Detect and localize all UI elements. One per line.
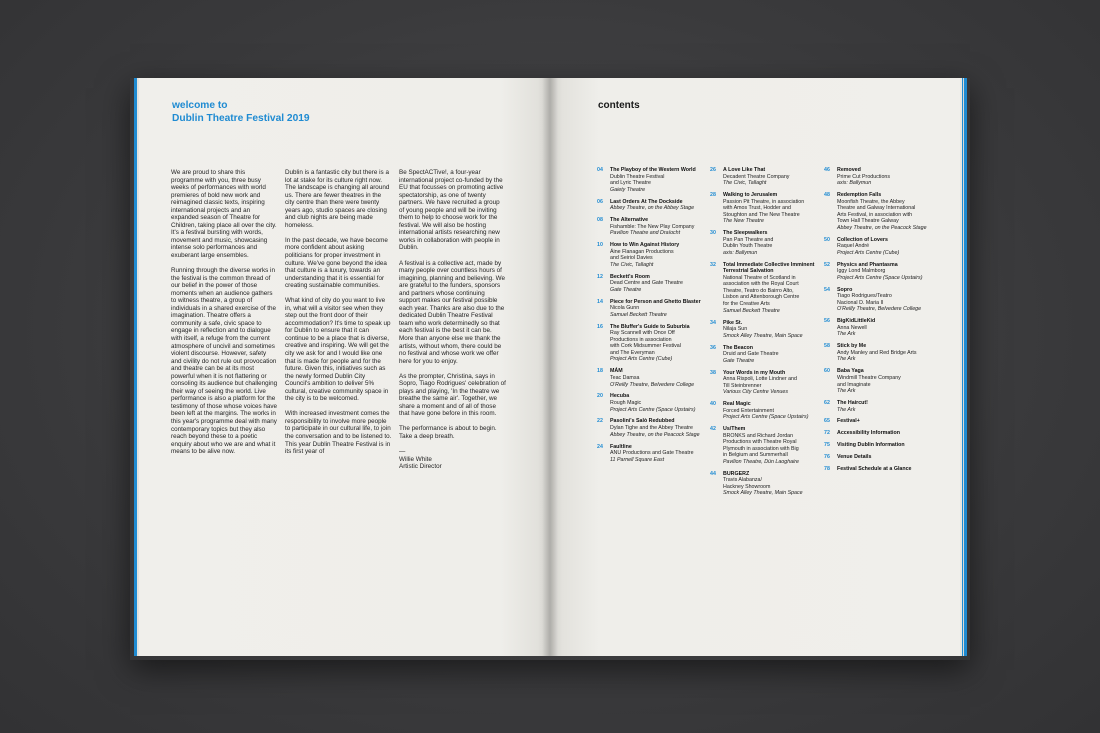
contents-entry-title: Festival+ xyxy=(837,418,860,425)
contents-entry-company: Anna Rispoli, Lotte Lindner and xyxy=(723,376,797,383)
contents-entry-venue: Gaiety Theatre xyxy=(610,186,646,193)
welcome-column-3 xyxy=(399,169,506,471)
contents-heading: contents xyxy=(598,100,640,111)
contents-entry-company: Lisbon and Attenborough Centre xyxy=(723,294,800,301)
contents-entry-title: Redemption Falls xyxy=(837,192,882,199)
contents-page-number: 44 xyxy=(710,470,716,477)
contents-entry xyxy=(710,345,822,365)
welcome-paragraph: The performance is about to begin. Take a deep breath. xyxy=(399,425,497,440)
contents-entry-company: Productions with Theatre Royal xyxy=(723,439,797,446)
contents-page-number: 16 xyxy=(597,323,603,330)
contents-entry xyxy=(824,318,936,338)
contents-entry-company: and Seiriol Davies xyxy=(610,255,653,262)
contents-entry-company: Decadent Theatre Company xyxy=(723,173,790,180)
contents-page-number: 22 xyxy=(597,418,603,425)
contents-entry-title: Real Magic xyxy=(723,401,751,408)
welcome-paragraph: Be SpectACTive!, a four-year international project co-funded by the EU that focusses on promoting active spectatorship, as one of twenty partners. We have recruited a group of young people and will be inviting them to help to choose work for the festival. We will also be hosting international artists researching new works in collaboration with people in Dublin. xyxy=(399,169,504,252)
contents-page-number: 54 xyxy=(824,286,830,293)
contents-entry-title: Beckett's Room xyxy=(610,273,650,280)
signature-name: Willie White xyxy=(399,455,432,463)
contents-entry xyxy=(710,230,822,256)
contents-entry-venue: Samuel Beckett Theatre xyxy=(723,307,780,314)
contents-entry xyxy=(597,274,709,294)
contents-entry-title: Visiting Dublin Information xyxy=(837,442,905,449)
contents-entry-venue: 11 Parnell Square East xyxy=(610,456,665,463)
contents-entry-company: association with the Royal Court xyxy=(723,281,799,288)
contents-entry-company: with Cork Midsummer Festival xyxy=(610,343,681,350)
contents-entry-title: Total Immediate Collective Imminent Terrestrial Salvation xyxy=(723,261,815,275)
contents-entry-venue: The Civic, Tallaght xyxy=(610,261,654,268)
contents-page-number: 62 xyxy=(824,399,830,406)
contents-entry-venue: Smock Alley Theatre, Main Space xyxy=(723,490,803,497)
contents-page-number: 24 xyxy=(597,443,603,450)
welcome-paragraph: As the prompter, Christina, says in Sopro, Tiago Rodrigues' celebration of plays and playing, 'In the theatre we breathe the same air'. Together, we share a moment and of all of those that have gone before in this room. xyxy=(399,372,506,418)
contents-entry-venue: Abbey Theatre, on the Peacock Stage xyxy=(610,431,700,438)
contents-entry-company: Fishamble: The New Play Company xyxy=(610,223,695,230)
left-page-welcome xyxy=(137,78,550,656)
welcome-column-2 xyxy=(285,169,392,463)
welcome-paragraph: A festival is a collective act, made by many people over countless hours of imagining, planning and believing. We are grateful to the funders, sponsors and partners whose continuing support makes our festival possible each year. Thanks are also due to the dedicated Dublin Theatre Festival team who work determinedly so that each festival is the best it can be. More than anyone else we thank the artists, without whom, there could be no festival and whose work we offer here for you to enjoy. xyxy=(399,259,505,365)
contents-entry-venue: Gate Theatre xyxy=(723,357,755,364)
contents-entry-title: Removed xyxy=(837,167,861,173)
contents-entry xyxy=(710,471,822,497)
contents-entry-company: Theatre, Teatro do Bairro Alto, xyxy=(723,287,794,294)
contents-page-number: 30 xyxy=(710,230,716,237)
contents-entry-company: Stoughton and The New Theatre xyxy=(723,211,800,218)
contents-entry xyxy=(824,287,936,313)
contents-page-number: 48 xyxy=(824,192,830,199)
contents-entry-title: Your Words in my Mouth xyxy=(723,369,786,376)
contents-entry-title: Pike St. xyxy=(723,319,743,326)
contents-page-number: 04 xyxy=(597,167,603,173)
contents-entry-company: Ray Scannell with Once Off xyxy=(610,330,675,337)
contents-page-number: 58 xyxy=(824,343,830,350)
contents-column-1 xyxy=(597,167,709,469)
contents-entry-title: Stick by Me xyxy=(837,343,867,350)
contents-entry xyxy=(824,167,936,187)
contents-entry-company: in Belgium and Summerhall xyxy=(723,452,788,459)
contents-entry xyxy=(597,299,709,319)
contents-entry-venue: Project Arts Centre (Cube) xyxy=(837,249,900,256)
contents-entry-venue: Abbey Theatre, on the Peacock Stage xyxy=(837,224,927,231)
contents-page-number: 78 xyxy=(824,466,830,473)
contents-entry xyxy=(597,217,709,237)
contents-entry-venue: Project Arts Centre (Space Upstairs) xyxy=(837,274,923,281)
contents-entry-title: The Beacon xyxy=(723,344,754,351)
contents-entry xyxy=(597,444,709,464)
contents-entry-venue: Project Arts Centre (Space Upstairs) xyxy=(723,414,809,421)
contents-entry-company: Productions in association xyxy=(610,336,672,343)
contents-entry-company: Anna Newell xyxy=(837,324,867,331)
contents-entry-company: Moonfish Theatre, the Abbey xyxy=(837,198,905,205)
contents-page-number: 10 xyxy=(597,242,603,249)
welcome-paragraph: We are proud to share this programme with you, three busy weeks of performances with world premieres of bold new work and reimagined classic texts, inspiring international projects and an expanded season of Theatre for Children, taking place all over the city. It's a festival bursting with words, movement and music, showcasing intense solo performances and exuberant large ensembles. xyxy=(171,169,277,260)
welcome-heading-line2: Dublin Theatre Festival 2019 xyxy=(172,113,310,124)
signature-role: Artistic Director xyxy=(399,463,442,471)
contents-page-number: 18 xyxy=(597,368,603,375)
contents-entry-title: Piece for Person and Ghetto Blaster xyxy=(610,298,701,305)
contents-entry-company: Travis Alabanza/ xyxy=(723,477,762,484)
contents-entry-venue: Gate Theatre xyxy=(610,286,642,293)
contents-entry-title: Collection of Lovers xyxy=(837,236,888,243)
welcome-paragraph: What kind of city do you want to live in, what will a visitor see when they step out the front door of their accommodation? It's time to speak up for Dublin to ensure that it can continue to be a place that is diverse, creative and inspiring. We will get the city we ask for and I would like one that is made for people and for the future. Given this, initiatives such as the newly formed Dublin City Council's ambition to deliver 5% cultural, creative community space in the city is to be welcomed. xyxy=(285,297,391,403)
contents-entry-venue: Pavilion Theatre, Dún Laoghaire xyxy=(723,458,799,465)
contents-page-number: 28 xyxy=(710,192,716,199)
contents-entry xyxy=(824,454,936,461)
contents-entry-company: Andy Manley and Red Bridge Arts xyxy=(837,349,917,356)
contents-entry-title: Festival Schedule at a Glance xyxy=(837,466,912,473)
contents-entry-company: Áine Flanagan Productions xyxy=(610,248,674,255)
contents-entry-company: Teac Damsa xyxy=(610,374,640,381)
contents-entry-company: Tiago Rodrigues/Teatro xyxy=(837,293,892,300)
contents-entry-company: and The Everyman xyxy=(610,349,655,356)
contents-entry-company: Plymouth in association with Big xyxy=(723,445,799,452)
contents-entry-title: Hecuba xyxy=(610,393,630,400)
contents-entry xyxy=(824,400,936,413)
contents-entry-title: The Alternative xyxy=(610,217,649,224)
contents-page-number: 75 xyxy=(824,442,830,449)
contents-entry xyxy=(710,426,822,465)
welcome-column-1 xyxy=(171,169,278,463)
contents-page-number: 08 xyxy=(597,217,603,224)
contents-entry-company: Dublin Theatre Festival xyxy=(610,173,665,180)
contents-entry-title: The Haircut! xyxy=(837,399,868,406)
contents-entry-title: Walking to Jerusalem xyxy=(723,192,778,199)
contents-entry-company: Town Hall Theatre Galway xyxy=(837,218,899,225)
welcome-heading xyxy=(172,99,372,125)
contents-page-number: 06 xyxy=(597,198,603,205)
contents-entry-venue: O'Reilly Theatre, Belvedere College xyxy=(610,381,695,388)
contents-entry-venue: The Ark xyxy=(837,356,856,363)
contents-entry-company: Forced Entertainment xyxy=(723,407,774,414)
contents-entry-venue: The Ark xyxy=(837,406,856,413)
contents-page-number: 40 xyxy=(710,401,716,408)
contents-page-number: 12 xyxy=(597,273,603,280)
contents-page-number: 36 xyxy=(710,344,716,351)
contents-entry xyxy=(710,167,822,187)
contents-entry-venue: O'Reilly Theatre, Belvedere College xyxy=(837,306,922,313)
contents-entry-title: A Love Like That xyxy=(723,167,766,173)
contents-entry xyxy=(710,262,822,314)
contents-entry-title: The Playboy of the Western World xyxy=(610,167,696,173)
contents-entry-title: Us/Them xyxy=(723,426,746,433)
contents-page-number: 50 xyxy=(824,236,830,243)
contents-entry-company: ANU Productions and Gate Theatre xyxy=(610,450,694,457)
contents-entry-venue: axis: Ballymun xyxy=(837,180,872,187)
contents-entry-company: Dublin Youth Theatre xyxy=(723,243,773,250)
book-gutter xyxy=(542,78,558,656)
contents-entry-title: Faultline xyxy=(610,443,632,450)
contents-entry xyxy=(710,192,822,225)
left-page-foredge xyxy=(137,78,139,656)
contents-entry xyxy=(824,368,936,394)
contents-entry xyxy=(824,418,936,425)
contents-entry xyxy=(824,466,936,473)
contents-entry xyxy=(710,401,822,421)
welcome-paragraph: In the past decade, we have become more confident about asking politicians for proper investment in culture. We've gone beyond the idea that culture is a luxury, towards an understanding that it is essential for creating sustainable communities. xyxy=(285,236,388,290)
contents-entry-venue: axis: Ballymun xyxy=(723,249,758,256)
contents-entry-company: Dead Centre and Gate Theatre xyxy=(610,280,683,287)
contents-entry-company: Rough Magic xyxy=(610,399,642,406)
contents-page-number: 20 xyxy=(597,393,603,400)
contents-entry-venue: The New Theatre xyxy=(723,218,764,225)
contents-entry-venue: Pavilion Theatre and Draíocht xyxy=(610,230,681,237)
contents-page-number: 32 xyxy=(710,261,716,268)
contents-entry-company: Windmill Theatre Company xyxy=(837,374,901,381)
contents-page-number: 42 xyxy=(710,426,716,433)
contents-entry-company: National Theatre of Scotland in xyxy=(723,274,796,281)
contents-page-number: 34 xyxy=(710,319,716,326)
right-page-foredge-line xyxy=(963,78,964,656)
contents-entry-company: Arts Festival, in association with xyxy=(837,211,913,218)
contents-entry-company: Nacional D. Maria II xyxy=(837,299,884,306)
contents-entry-venue: The Ark xyxy=(837,331,856,338)
contents-page-number: 52 xyxy=(824,261,830,268)
contents-entry-venue: Samuel Beckett Theatre xyxy=(610,311,667,318)
welcome-heading-line1: welcome to xyxy=(172,100,228,111)
contents-page-number: 26 xyxy=(710,167,716,173)
contents-entry-title: Pasolini's Salò Redubbed xyxy=(610,418,675,425)
contents-entry-title: Venue Details xyxy=(837,454,872,461)
right-page-foredge xyxy=(960,78,962,656)
contents-entry-company: Pan Pan Theatre and xyxy=(723,236,774,243)
contents-entry xyxy=(824,192,936,231)
contents-entry-title: Physics and Phantasma xyxy=(837,261,898,268)
contents-entry xyxy=(597,324,709,363)
signature-dash: — xyxy=(399,448,406,456)
contents-page-number: 76 xyxy=(824,454,830,461)
contents-entry-company: Theatre and Galway International xyxy=(837,205,916,212)
contents-entry-venue: Smock Alley Theatre, Main Space xyxy=(723,332,803,339)
contents-page-number: 14 xyxy=(597,298,603,305)
contents-entry xyxy=(597,368,709,388)
contents-entry-title: BURGERZ xyxy=(723,470,750,477)
contents-entry xyxy=(824,442,936,449)
contents-entry-venue: Project Arts Centre (Cube) xyxy=(610,356,673,363)
welcome-paragraph: With increased investment comes the responsibility to involve more people to participate in our cultural life, to join the conversation and to be listened to. This year Dublin Theatre Festival is in its first year of xyxy=(285,410,392,456)
contents-entry-company: Raquel André xyxy=(837,243,870,250)
contents-page-number: 65 xyxy=(824,418,830,425)
contents-entry-company: Iggy Lond Malmborg xyxy=(837,268,886,275)
contents-page-number: 46 xyxy=(824,167,830,173)
contents-entry-company: Passion Pit Theatre, in association xyxy=(723,198,805,205)
right-page-contents xyxy=(550,78,960,656)
contents-entry-venue: Project Arts Centre (Space Upstairs) xyxy=(610,406,696,413)
contents-entry-venue: The Ark xyxy=(837,388,856,395)
contents-column-2 xyxy=(710,167,822,502)
contents-entry xyxy=(710,320,822,340)
contents-entry-company: BRONKS and Richard Jordan xyxy=(723,432,794,439)
contents-entry-company: Druid and Gate Theatre xyxy=(723,351,779,358)
contents-entry-company: with Amos Trust, Hodder and xyxy=(723,205,792,212)
contents-entry-title: Accessibility Information xyxy=(837,430,900,437)
contents-entry-title: The Sleepwalkers xyxy=(723,230,768,237)
contents-entry-company: and Lyric Theatre xyxy=(610,180,651,187)
contents-entry-company: Dylan Tighe and the Abbey Theatre xyxy=(610,425,693,432)
contents-entry xyxy=(710,370,822,396)
contents-entry-title: Last Orders At The Dockside xyxy=(610,198,683,205)
contents-page-number: 60 xyxy=(824,368,830,375)
welcome-paragraph: Running through the diverse works in the festival is the common thread of our belief in the power of those moments when an audience gathers to witness theatre, a group of individuals in a shared exercise of the imagination. Theatre offers a community a safe, civic space to engage in reflection and to dialogue with itself, a refuge from the current atmosphere of uncivil and sometimes violent discourse. However, safety and civility do not rule out provocation and theatre can be at its most powerful when it is not flattering or consoling its audience but challenging their way of seeing the world. Live performance is also a platform for the testimony of those whose voices have been left at the margins. The works in this year's programme deal with many contemporary topics but they also reach beyond these to a poetic enquiry about who we are and what it means to be alive now. xyxy=(171,267,278,456)
contents-entry xyxy=(597,418,709,438)
contents-entry xyxy=(824,343,936,363)
contents-entry xyxy=(824,430,936,437)
contents-page-number: 72 xyxy=(824,430,830,437)
contents-column-3 xyxy=(824,167,936,478)
contents-entry xyxy=(824,237,936,257)
welcome-paragraph: Dublin is a fantastic city but there is a lot at stake for its culture right now. The landscape is changing all around us. There are fewer theatres in the city centre than there were twenty years ago, studio spaces are closing and club nights are being made homeless. xyxy=(285,169,390,229)
contents-entry-venue: Abbey Theatre, on the Abbey Stage xyxy=(610,205,695,212)
contents-entry xyxy=(597,393,709,413)
contents-page-number: 56 xyxy=(824,318,830,325)
contents-entry-company: Till Steinbrenner xyxy=(723,382,762,389)
contents-entry-venue: Various City Centre Venues xyxy=(723,389,788,396)
contents-entry-title: Baba Yaga xyxy=(837,368,864,375)
contents-entry-company: and Imaginate xyxy=(837,381,871,388)
contents-page-number: 38 xyxy=(710,369,716,376)
contents-entry xyxy=(597,199,709,212)
contents-entry-company: Nicola Gunn xyxy=(610,305,640,312)
contents-entry-company: Hackney Showroom xyxy=(723,483,771,490)
contents-entry-title: How to Win Against History xyxy=(610,242,680,249)
contents-entry xyxy=(597,167,709,193)
contents-entry-company: for the Creative Arts xyxy=(723,301,770,308)
contents-entry-title: The Bluffer's Guide to Suburbia xyxy=(610,323,690,330)
contents-entry-company: Prime Cut Productions xyxy=(837,173,890,180)
contents-entry-title: Sopro xyxy=(837,286,853,293)
contents-entry-venue: The Civic, Tallaght xyxy=(723,180,767,187)
contents-entry xyxy=(824,262,936,282)
contents-entry xyxy=(597,242,709,268)
contents-entry-title: MÁM xyxy=(610,368,623,375)
contents-entry-title: BigKidLittleKid xyxy=(837,318,876,325)
contents-entry-company: Nilaja Sun xyxy=(723,326,748,333)
